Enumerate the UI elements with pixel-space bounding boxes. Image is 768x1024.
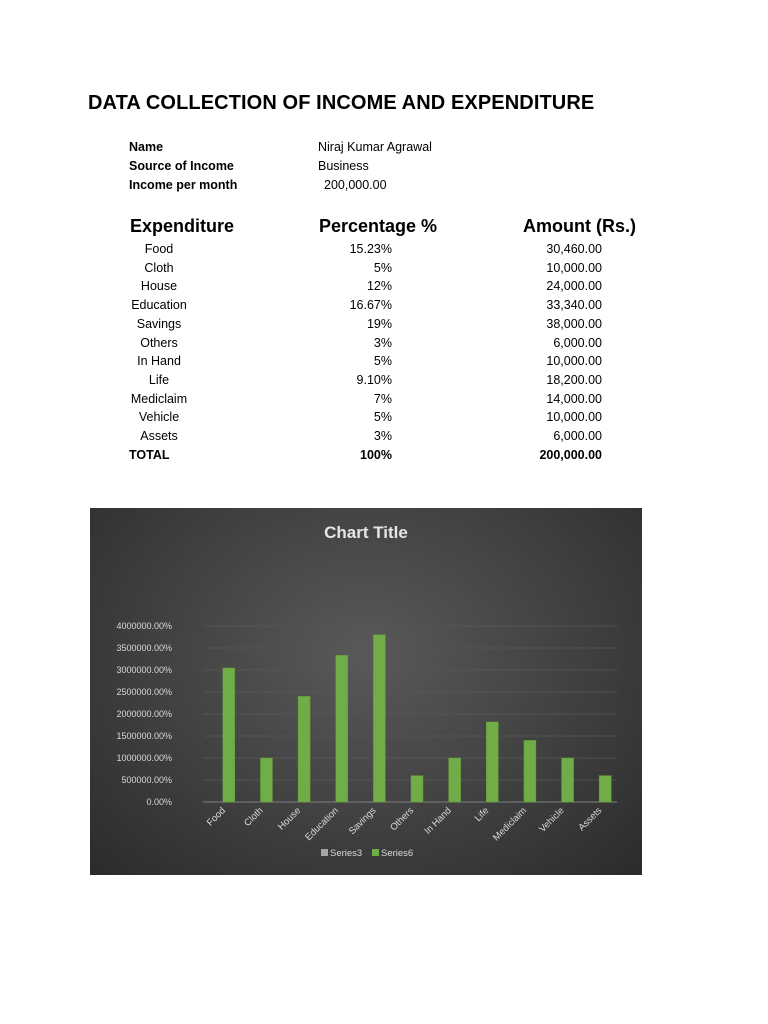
expenditure-percentage: 5% [373, 260, 392, 275]
y-tick-label: 3000000.00% [116, 665, 172, 675]
expenditure-item: House [140, 279, 178, 294]
page-title: DATA COLLECTION OF INCOME AND EXPENDITURE [88, 92, 595, 114]
y-tick-label: 0.00% [146, 797, 172, 807]
expenditure-percentage: 15.23% [349, 242, 392, 256]
info-label: Name [129, 140, 164, 154]
expenditure-item: Vehicle [138, 410, 180, 425]
table-row [0, 242, 768, 261]
table-row [0, 261, 768, 280]
x-category-label: Others [388, 805, 417, 834]
bar-series6 [562, 758, 574, 802]
expenditure-amount: 10,000.00 [546, 354, 602, 369]
y-tick-label: 2500000.00% [116, 687, 172, 697]
x-category-label: Savings [346, 805, 379, 838]
expenditure-amount: 14,000.00 [546, 391, 602, 406]
info-label: Source of Income [129, 159, 234, 173]
expenditure-item: Life [148, 372, 170, 387]
header-expenditure: Expenditure [130, 216, 235, 236]
expenditure-amount: 33,340.00 [546, 298, 602, 313]
total-row [0, 448, 768, 467]
info-label: Income per month [129, 178, 238, 192]
total-label: TOTAL [129, 447, 170, 462]
x-category-label: Mediclaim [491, 805, 530, 844]
bar-series6 [524, 740, 536, 802]
x-category-label: In Hand [422, 805, 454, 837]
expenditure-amount: 24,000.00 [546, 279, 602, 294]
x-category-label: House [276, 805, 304, 833]
expenditure-item: Cloth [144, 260, 174, 275]
legend-swatch-series3 [321, 849, 328, 856]
chart-title: Chart Title [324, 523, 408, 542]
total-amount: 200,000.00 [539, 447, 602, 462]
expenditure-percentage: 5% [373, 410, 392, 425]
expenditure-chart [90, 508, 642, 875]
bar-series6 [298, 696, 310, 802]
info-value: 200,000.00 [324, 178, 387, 192]
bar-series6 [411, 776, 423, 802]
bar-series6 [260, 758, 272, 802]
legend-label-series6: Series6 [381, 848, 414, 859]
y-tick-label: 1000000.00% [116, 753, 172, 763]
y-tick-label: 500000.00% [121, 775, 172, 785]
expenditure-percentage: 12% [366, 279, 392, 294]
info-value: Business [318, 159, 369, 173]
expenditure-item: Food [144, 242, 174, 256]
table-row [0, 317, 768, 336]
bar-series6 [449, 758, 461, 802]
expenditure-percentage: 5% [373, 354, 392, 369]
bar-series6 [373, 635, 385, 802]
bar-series6 [336, 655, 348, 802]
expenditure-percentage: 9.10% [356, 372, 392, 387]
expenditure-percentage: 16.67% [349, 298, 392, 313]
expenditure-amount: 6,000.00 [553, 335, 602, 350]
expenditure-amount: 30,460.00 [546, 242, 602, 256]
expenditure-item: Education [131, 298, 187, 313]
expenditure-item: Mediclaim [130, 391, 188, 406]
bar-series6 [599, 776, 611, 802]
expenditure-amount: 38,000.00 [546, 316, 602, 331]
chart-svg [90, 508, 642, 875]
y-tick-label: 3500000.00% [116, 643, 172, 653]
table-row [0, 336, 768, 355]
legend-swatch-series6 [372, 849, 379, 856]
table-row [0, 410, 768, 429]
expenditure-item: Assets [140, 429, 178, 443]
header-amount: Amount (Rs.) [523, 216, 636, 236]
info-value: Niraj Kumar Agrawal [318, 140, 432, 154]
y-tick-label: 2000000.00% [116, 709, 172, 719]
expenditure-percentage: 19% [366, 316, 392, 331]
x-category-label: Food [204, 805, 228, 829]
x-category-label: Vehicle [537, 805, 567, 835]
bar-series6 [486, 722, 498, 802]
y-tick-label: 1500000.00% [116, 731, 172, 741]
expenditure-item: Savings [136, 316, 182, 331]
table-row [0, 298, 768, 317]
bar-series6 [223, 668, 235, 802]
total-percentage: 100% [360, 447, 392, 462]
legend-label-series3: Series3 [330, 848, 363, 859]
x-category-label: Life [472, 805, 492, 824]
x-category-label: Education [303, 805, 341, 844]
x-category-label: Assets [576, 805, 605, 834]
table-row [0, 373, 768, 392]
table-row [0, 354, 768, 373]
table-row [0, 392, 768, 411]
expenditure-amount: 10,000.00 [546, 410, 602, 425]
y-tick-label: 4000000.00% [116, 621, 172, 631]
expenditure-percentage: 3% [373, 429, 392, 443]
table-row [0, 429, 768, 448]
x-category-label: Cloth [242, 805, 266, 829]
header-percentage: Percentage % [319, 216, 438, 236]
expenditure-percentage: 3% [373, 335, 392, 350]
expenditure-percentage: 7% [373, 391, 392, 406]
table-row [0, 279, 768, 298]
expenditure-amount: 10,000.00 [546, 260, 602, 275]
expenditure-amount: 18,200.00 [546, 372, 602, 387]
expenditure-item: Others [140, 335, 178, 350]
expenditure-item: In Hand [137, 354, 181, 369]
expenditure-amount: 6,000.00 [553, 429, 602, 443]
